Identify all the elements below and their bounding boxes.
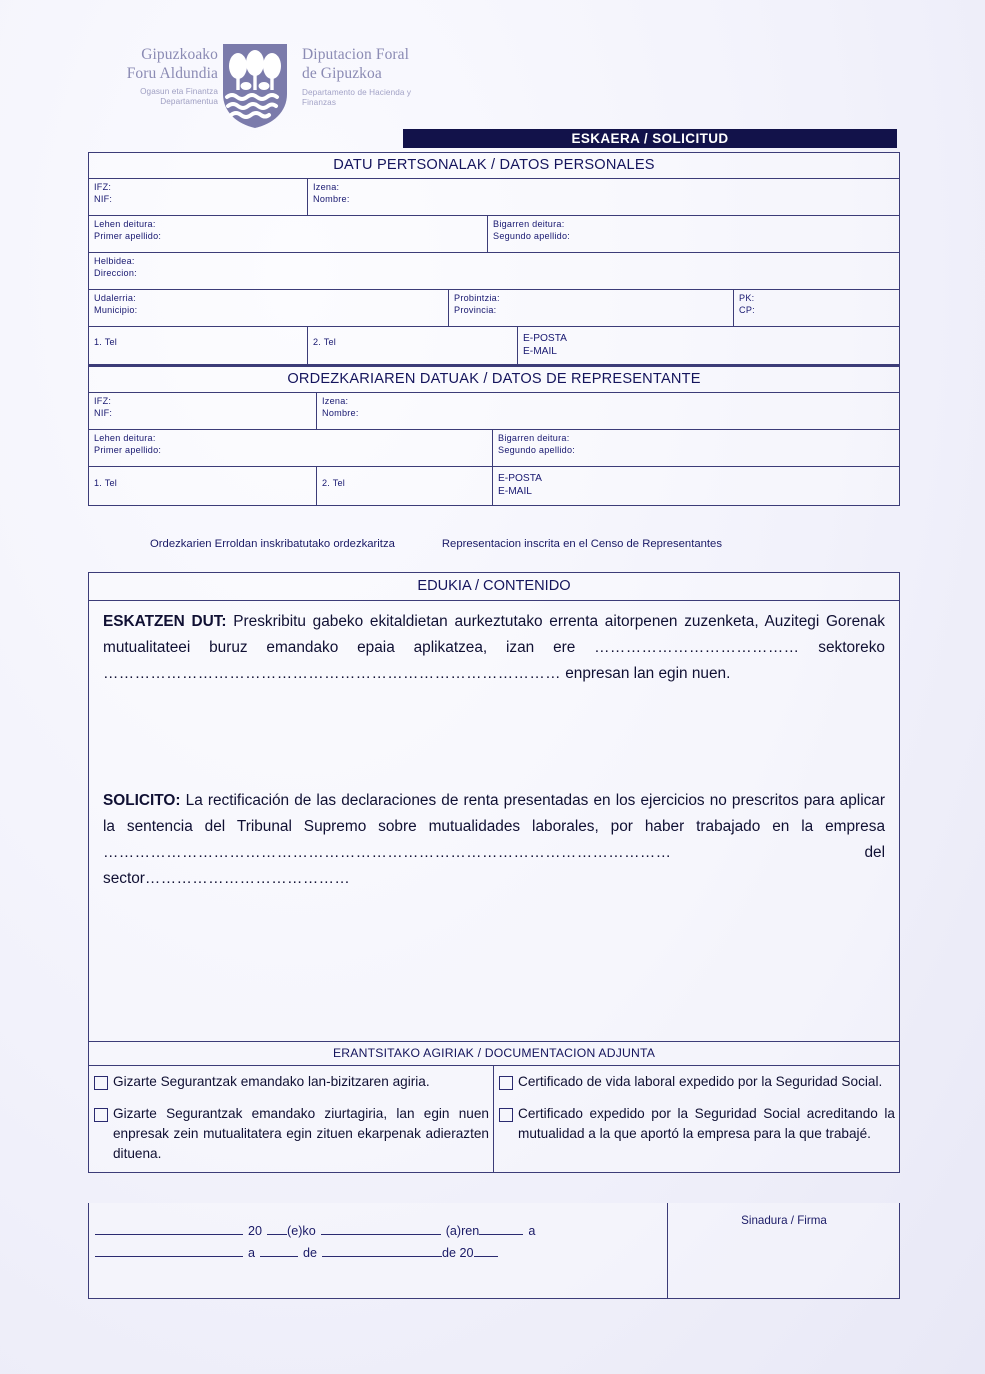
label-personal-name-eu: Izena: [313, 182, 340, 192]
field-personal-nif[interactable] [89, 179, 308, 215]
logo-eu-title-line2: Foru Aldundia [126, 64, 218, 82]
date-aren-suffix: (a)ren [445, 1224, 480, 1238]
field-personal-tel1[interactable] [89, 327, 308, 364]
content-section-title: EDUKIA / CONTENIDO [89, 573, 899, 601]
label-personal-address-eu: Helbidea: [94, 256, 135, 266]
request-dots-es-1[interactable]: ……………………………………………………………………………………………… [103, 843, 672, 861]
personal-row-nif-name [89, 179, 899, 216]
field-rep-tel2[interactable] [317, 467, 493, 505]
personal-data-section-header [89, 153, 899, 179]
field-personal-province[interactable] [449, 290, 734, 326]
date-line-basque[interactable] [95, 1223, 670, 1245]
checkbox-item[interactable] [94, 1104, 489, 1164]
checkbox-icon[interactable] [94, 1076, 108, 1090]
label-rep-email-eu: E-POSTA [498, 473, 542, 484]
representative-title: ORDEZKARIAREN DATUAK / DATOS DE REPRESENTANTE [287, 371, 701, 387]
label-rep-email-es: E-MAIL [498, 486, 532, 498]
label-personal-email-eu: E-POSTA [523, 333, 567, 344]
label-rep-surname2-eu: Bigarren deitura: [498, 433, 570, 443]
date-eko-suffix: (e)ko [287, 1224, 316, 1238]
signature-box[interactable] [667, 1203, 900, 1298]
label-personal-nif-es: NIF: [94, 193, 113, 204]
request-paragraph-es [103, 788, 885, 893]
checkbox-label: Gizarte Segurantzak emandako lan-bizitzaren agiria. [113, 1074, 430, 1089]
checkbox-item[interactable] [499, 1072, 895, 1092]
request-text-es-1: La rectificación de las declaraciones de renta presentadas en los ejercicios no prescritos para aplicar la sentencia del Tribunal Supremo sobre mutualidades laborales, por haber trabajado en la empresa [103, 791, 885, 835]
field-rep-nif[interactable] [89, 393, 317, 429]
label-personal-surname1-es: Primer apellido: [94, 230, 162, 241]
label-rep-surname2-es: Segundo apellido: [498, 444, 576, 455]
logo-left-text [100, 42, 218, 107]
logo-right-text [292, 42, 411, 109]
request-dots-es-2[interactable]: ………………………………… [144, 870, 351, 888]
date-blank-year-eu[interactable] [267, 1223, 287, 1235]
request-label-es: SOLICITO: [103, 791, 181, 809]
date-a-suffix-eu: a [528, 1224, 536, 1238]
date-blank-place-eu[interactable] [95, 1223, 243, 1235]
request-dots-eu-2[interactable]: …………………………………………………………………………… [103, 665, 561, 683]
date-lines [95, 1223, 670, 1267]
personal-row-town-province-cp [89, 290, 899, 327]
logo-eu-sub-line1: Ogasun eta Finantza [140, 86, 218, 96]
label-personal-nif-eu: IFZ: [94, 182, 112, 192]
field-personal-tel2[interactable] [308, 327, 518, 364]
field-personal-surname2[interactable] [488, 216, 899, 252]
checkbox-icon[interactable] [94, 1108, 108, 1122]
date-blank-place-es[interactable] [95, 1245, 243, 1257]
checkbox-label: Gizarte Segurantzak emandako ziurtagiria, lan egin nuen enpresak zein mutualitatera egin zituen ekarpenak adierazten dituena. [113, 1106, 489, 1162]
label-personal-town-es: Municipio: [94, 304, 138, 315]
date-year-prefix-eu: 20 [248, 1224, 263, 1238]
request-dots-eu-1[interactable]: ………………………………… [594, 639, 800, 657]
label-personal-address-es: Direccion: [94, 267, 137, 278]
field-personal-name[interactable] [308, 179, 899, 215]
field-rep-surname1[interactable] [89, 430, 493, 466]
field-rep-email[interactable] [493, 467, 899, 505]
label-rep-surname1-es: Primer apellido: [94, 444, 162, 455]
label-personal-tel2: 2. Tel [313, 337, 337, 347]
field-personal-address[interactable] [89, 253, 899, 289]
label-rep-surname1-eu: Lehen deitura: [94, 433, 156, 443]
representation-note-eu: Ordezkarien Erroldan inskribatutako ordezkaritza [150, 538, 395, 550]
field-personal-surname1[interactable] [89, 216, 488, 252]
date-blank-day-eu[interactable] [479, 1223, 523, 1235]
checkbox-item[interactable] [94, 1072, 489, 1092]
label-rep-name-eu: Izena: [322, 396, 349, 406]
attached-documents-title: ERANTSITAKO AGIRIAK / DOCUMENTACION ADJUNTA [89, 1042, 899, 1066]
request-text-eu-1: Preskribitu gabeko ekitaldietan aurkeztutako errenta aitorpenen zuzenketa, Auzitegi Gorenak mutualitateei buruz emandako epaia aplikatzea, izan ere [103, 613, 885, 657]
label-rep-tel2: 2. Tel [322, 478, 346, 488]
request-text-es-2: del sector [103, 843, 885, 888]
label-personal-province-es: Provincia: [454, 304, 497, 315]
label-rep-nif-eu: IFZ: [94, 396, 112, 406]
label-personal-surname1-eu: Lehen deitura: [94, 219, 156, 229]
checkbox-label: Certificado expedido por la Seguridad Social acreditando la mutualidad a la que aportó la empresa para la que trabajé. [518, 1106, 895, 1142]
representative-row-nif-name [89, 393, 899, 430]
checkbox-label: Certificado de vida laboral expedido por la Seguridad Social. [518, 1074, 883, 1089]
field-rep-tel1[interactable] [89, 467, 317, 505]
label-personal-town-eu: Udalerria: [94, 293, 136, 303]
field-rep-name[interactable] [317, 393, 899, 429]
request-text-eu-2: sektoreko [799, 639, 885, 657]
personal-row-address [89, 253, 899, 290]
date-de-1: de [303, 1246, 318, 1260]
label-rep-name-es: Nombre: [322, 407, 359, 418]
coat-of-arms-icon [218, 42, 292, 130]
logo-es-title-line1: Diputacion Foral [302, 46, 410, 63]
date-a-prefix-es: a [248, 1246, 256, 1260]
attached-documents-column-eu [89, 1066, 494, 1172]
date-blank-year-es[interactable] [474, 1245, 498, 1257]
checkbox-item[interactable] [499, 1104, 895, 1144]
personal-data-title: DATU PERTSONALAK / DATOS PERSONALES [333, 157, 655, 173]
field-personal-email[interactable] [518, 327, 899, 364]
label-personal-name-es: Nombre: [313, 193, 350, 204]
content-section [88, 572, 900, 1042]
date-line-spanish[interactable] [95, 1245, 670, 1267]
request-label-eu: ESKATZEN DUT: [103, 613, 227, 630]
field-personal-postcode[interactable] [734, 290, 899, 326]
signature-label: Sinadura / Firma [741, 1214, 827, 1227]
representative-section-header [89, 365, 899, 393]
content-body[interactable] [89, 601, 899, 892]
label-personal-tel1: 1. Tel [94, 337, 118, 347]
label-personal-surname2-eu: Bigarren deitura: [493, 219, 565, 229]
checkbox-icon[interactable] [499, 1076, 513, 1090]
logo-es-title-line2: de Gipuzkoa [302, 64, 382, 82]
logo-es-sub-line1: Departamento de Hacienda y [302, 87, 412, 97]
logo-eu-title-line1: Gipuzkoako [141, 46, 218, 63]
date-de-2: de 20 [442, 1246, 474, 1260]
attached-documents-section [88, 1042, 900, 1173]
label-personal-postcode-eu: PK: [739, 293, 755, 303]
form-tables [88, 152, 900, 506]
representation-note-es: Representacion inscrita en el Censo de Representantes [441, 538, 722, 550]
representative-row-tel-email [89, 467, 899, 505]
request-paragraph-eu [103, 609, 885, 688]
attached-documents-column-es [494, 1066, 899, 1172]
date-blank-month-es[interactable] [322, 1245, 442, 1257]
checkbox-icon[interactable] [499, 1108, 513, 1122]
representative-row-surnames [89, 430, 899, 467]
footer-section [88, 1203, 900, 1299]
request-text-eu-3: enpresan lan egin nuen. [560, 665, 731, 683]
attached-documents-grid [89, 1066, 899, 1172]
label-personal-email-es: E-MAIL [523, 346, 557, 358]
institution-logo-header [100, 42, 520, 138]
logo-eu-sub-line2: Departamentua [160, 97, 218, 107]
personal-row-tel-email [89, 327, 899, 365]
field-personal-town[interactable] [89, 290, 449, 326]
label-personal-postcode-es: CP: [739, 304, 755, 315]
label-rep-nif-es: NIF: [94, 407, 113, 418]
representation-census-note [88, 538, 900, 550]
label-personal-surname2-es: Segundo apellido: [493, 230, 571, 241]
request-banner: ESKAERA / SOLICITUD [403, 129, 897, 148]
date-blank-month-eu[interactable] [321, 1223, 441, 1235]
date-blank-day-es[interactable] [260, 1245, 298, 1257]
logo-es-sub-line2: Finanzas [302, 98, 337, 108]
personal-row-surnames [89, 216, 899, 253]
label-personal-province-eu: Probintzia: [454, 293, 500, 303]
label-rep-tel1: 1. Tel [94, 478, 118, 488]
field-rep-surname2[interactable] [493, 430, 899, 466]
